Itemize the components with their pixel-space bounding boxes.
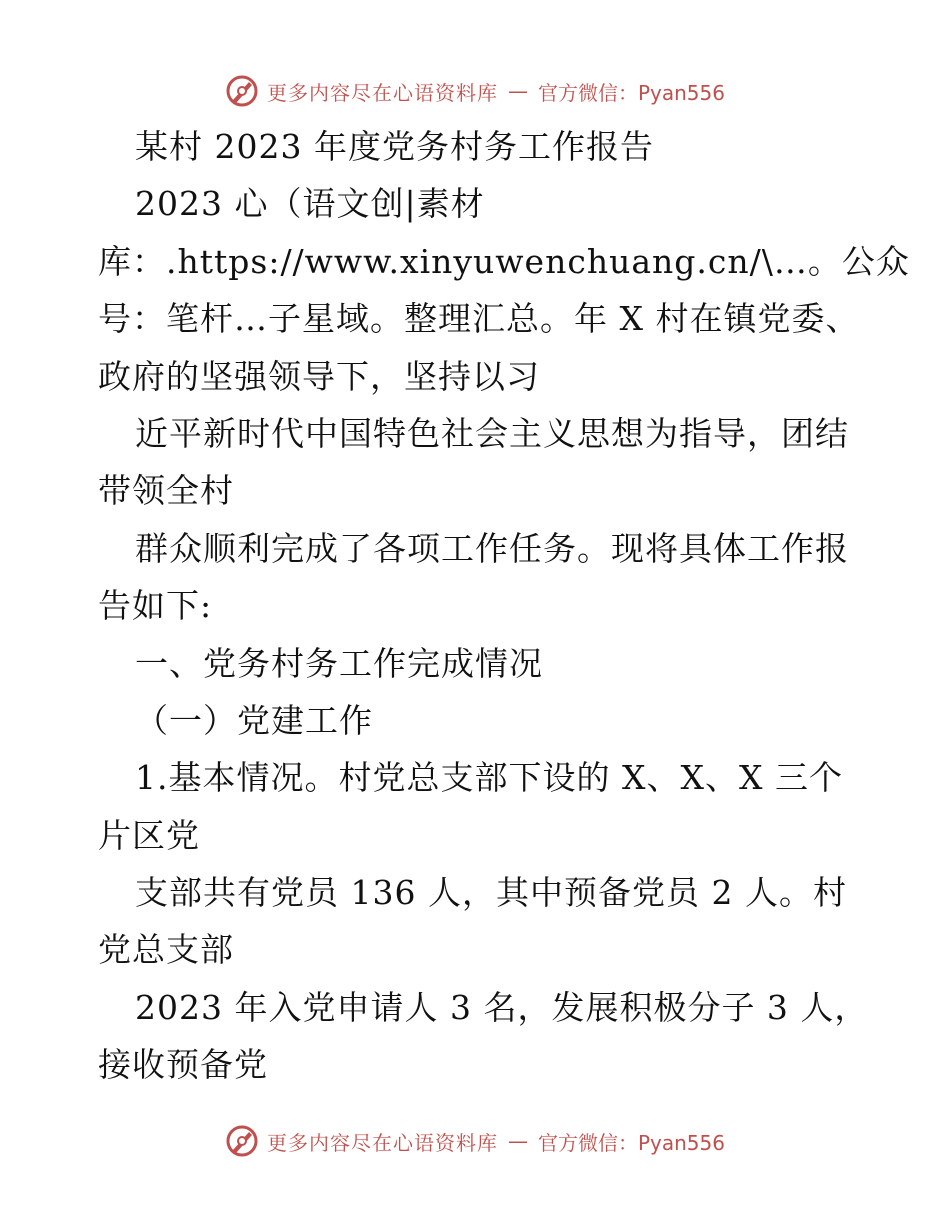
section-heading: 一、党务村务工作完成情况 bbox=[135, 643, 543, 683]
text-line: 支部共有党员 136 人，其中预备党员 2 人。村 bbox=[135, 873, 847, 913]
footer-wechat-text: 官方微信：Pyan556 bbox=[537, 1130, 725, 1155]
text-line: 政府的坚强领导下，坚持以习 bbox=[98, 356, 540, 396]
text-line: 带领全村 bbox=[98, 471, 234, 511]
text-line: 库：.https://www.xinyuwenchuang.cn/\…。公众 bbox=[98, 241, 910, 281]
text-line: 2023 心（语文创|素材 bbox=[135, 184, 485, 224]
header-watermark-banner bbox=[0, 74, 950, 108]
text-line: 号：笔杆…子星域。整理汇总。年 X 村在镇党委、 bbox=[98, 299, 860, 339]
header-banner-text: 更多内容尽在心语资料库 bbox=[266, 80, 498, 105]
text-line: 2023 年入党申请人 3 名，发展积极分子 3 人， bbox=[135, 987, 869, 1027]
text-line: 党总支部 bbox=[98, 930, 234, 970]
footer-separator: — bbox=[507, 1129, 528, 1153]
header-separator: — bbox=[507, 79, 528, 103]
footer-watermark-banner bbox=[0, 1124, 950, 1158]
text-line: 近平新时代中国特色社会主义思想为指导，团结 bbox=[135, 413, 849, 453]
text-line: 接收预备党 bbox=[98, 1045, 268, 1085]
footer-banner-text: 更多内容尽在心语资料库 bbox=[266, 1130, 498, 1155]
header-wechat-text: 官方微信：Pyan556 bbox=[537, 80, 725, 105]
document-title: 某村 2023 年度党务村务工作报告 bbox=[135, 127, 654, 166]
text-line: 告如下: bbox=[98, 586, 213, 626]
text-line: 群众顺利完成了各项工作任务。现将具体工作报 bbox=[135, 528, 849, 568]
subsection-heading: （一）党建工作 bbox=[135, 700, 373, 740]
brand-logo-icon bbox=[225, 1124, 259, 1158]
text-line: 片区党 bbox=[98, 815, 200, 855]
text-line: 1.基本情况。村党总支部下设的 X、X、X 三个 bbox=[135, 758, 843, 798]
brand-logo-icon bbox=[225, 74, 259, 108]
document-body bbox=[98, 118, 910, 1094]
